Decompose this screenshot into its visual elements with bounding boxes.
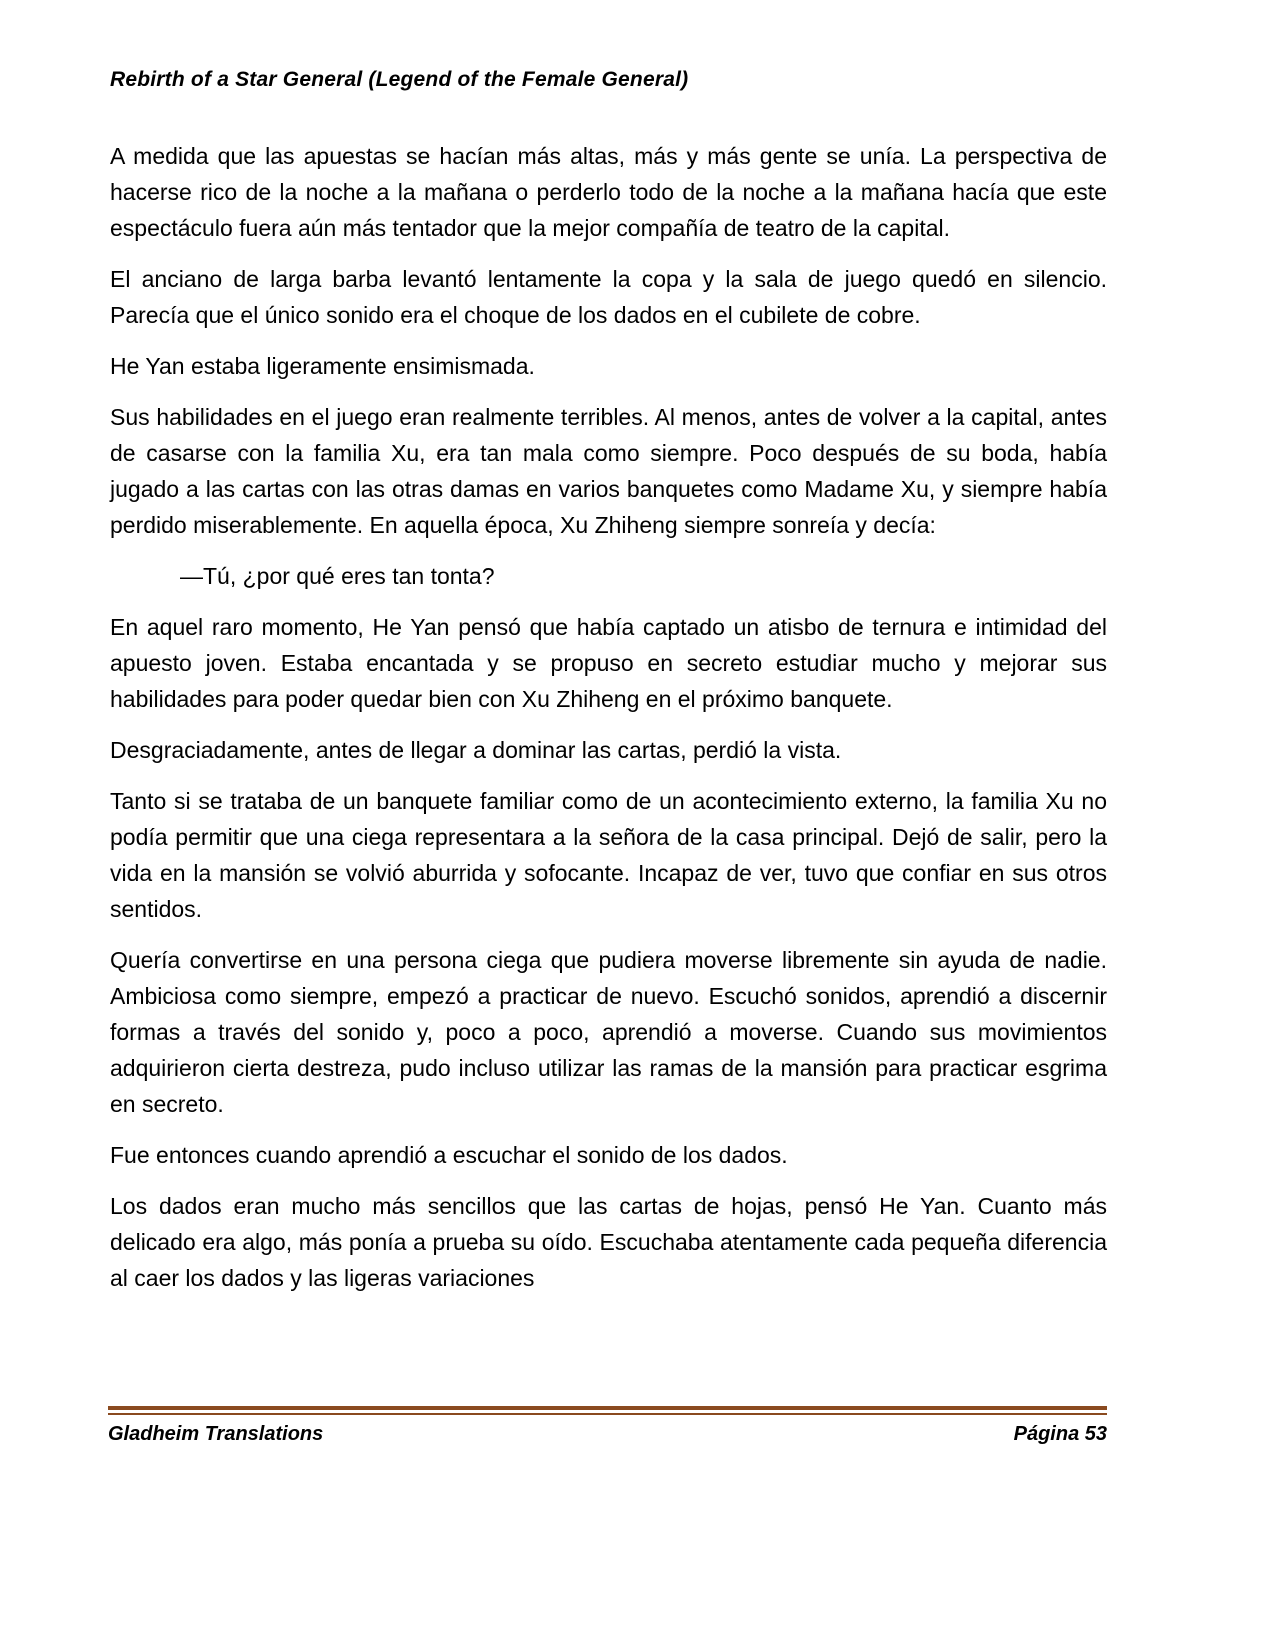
dialogue-paragraph: —Tú, ¿por qué eres tan tonta? [180,563,495,589]
paragraph: Quería convertirse en una persona ciega que pudiera moverse libremente sin ayuda de nadie. Ambiciosa como siempre, empezó a practicar de nuevo. Escuchó sonidos, aprendió a discernir formas a través del sonido y, poco a poco, aprendió a moverse. Cuando sus movimientos adquirieron cierta destreza, pudo incluso utilizar las ramas de la mansión para practicar esgrima en secreto. [110,947,1107,1117]
footer-divider [108,1406,1107,1415]
paragraph: Desgraciadamente, antes de llegar a dominar las cartas, perdió la vista. [110,737,842,763]
book-title: Rebirth of a Star General (Legend of the Female General) [110,68,689,91]
page-number: Página 53 [1013,1423,1107,1445]
paragraph: Los dados eran mucho más sencillos que las cartas de hojas, pensó He Yan. Cuanto más delicado era algo, más ponía a prueba su oído. Escuchaba atentamente cada pequeña diferencia al caer los dados y las ligeras variaciones [110,1193,1107,1291]
paragraph: Sus habilidades en el juego eran realmente terribles. Al menos, antes de volver a la capital, antes de casarse con la familia Xu, era tan mala como siempre. Poco después de su boda, había jugado a las cartas con las otras damas en varios banquetes como Madame Xu, y siempre había perdido miserablemente. En aquella época, Xu Zhiheng siempre sonreía y decía: [110,404,1107,538]
translator-credit: Gladheim Translations [108,1423,324,1445]
page-header [110,68,1107,92]
paragraph: He Yan estaba ligeramente ensimismada. [110,353,535,379]
paragraph: Fue entonces cuando aprendió a escuchar el sonido de los dados. [110,1142,788,1168]
document-body [110,138,1107,1311]
page-footer [108,1406,1107,1446]
paragraph: En aquel raro momento, He Yan pensó que había captado un atisbo de ternura e intimidad del apuesto joven. Estaba encantada y se propuso en secreto estudiar mucho y mejorar sus habilidades para poder quedar bien con Xu Zhiheng en el próximo banquete. [110,614,1107,712]
paragraph: El anciano de larga barba levantó lentamente la copa y la sala de juego quedó en silencio. Parecía que el único sonido era el choque de los dados en el cubilete de cobre. [110,266,1107,328]
footer-row [108,1423,1107,1446]
paragraph: Tanto si se trataba de un banquete familiar como de un acontecimiento externo, la familia Xu no podía permitir que una ciega representara a la señora de la casa principal. Dejó de salir, pero la vida en la mansión se volvió aburrida y sofocante. Incapaz de ver, tuvo que confiar en sus otros sentidos. [110,788,1107,922]
paragraph: A medida que las apuestas se hacían más altas, más y más gente se unía. La perspectiva de hacerse rico de la noche a la mañana o perderlo todo de la noche a la mañana hacía que este espectáculo fuera aún más tentador que la mejor compañía de teatro de la capital. [110,143,1107,241]
